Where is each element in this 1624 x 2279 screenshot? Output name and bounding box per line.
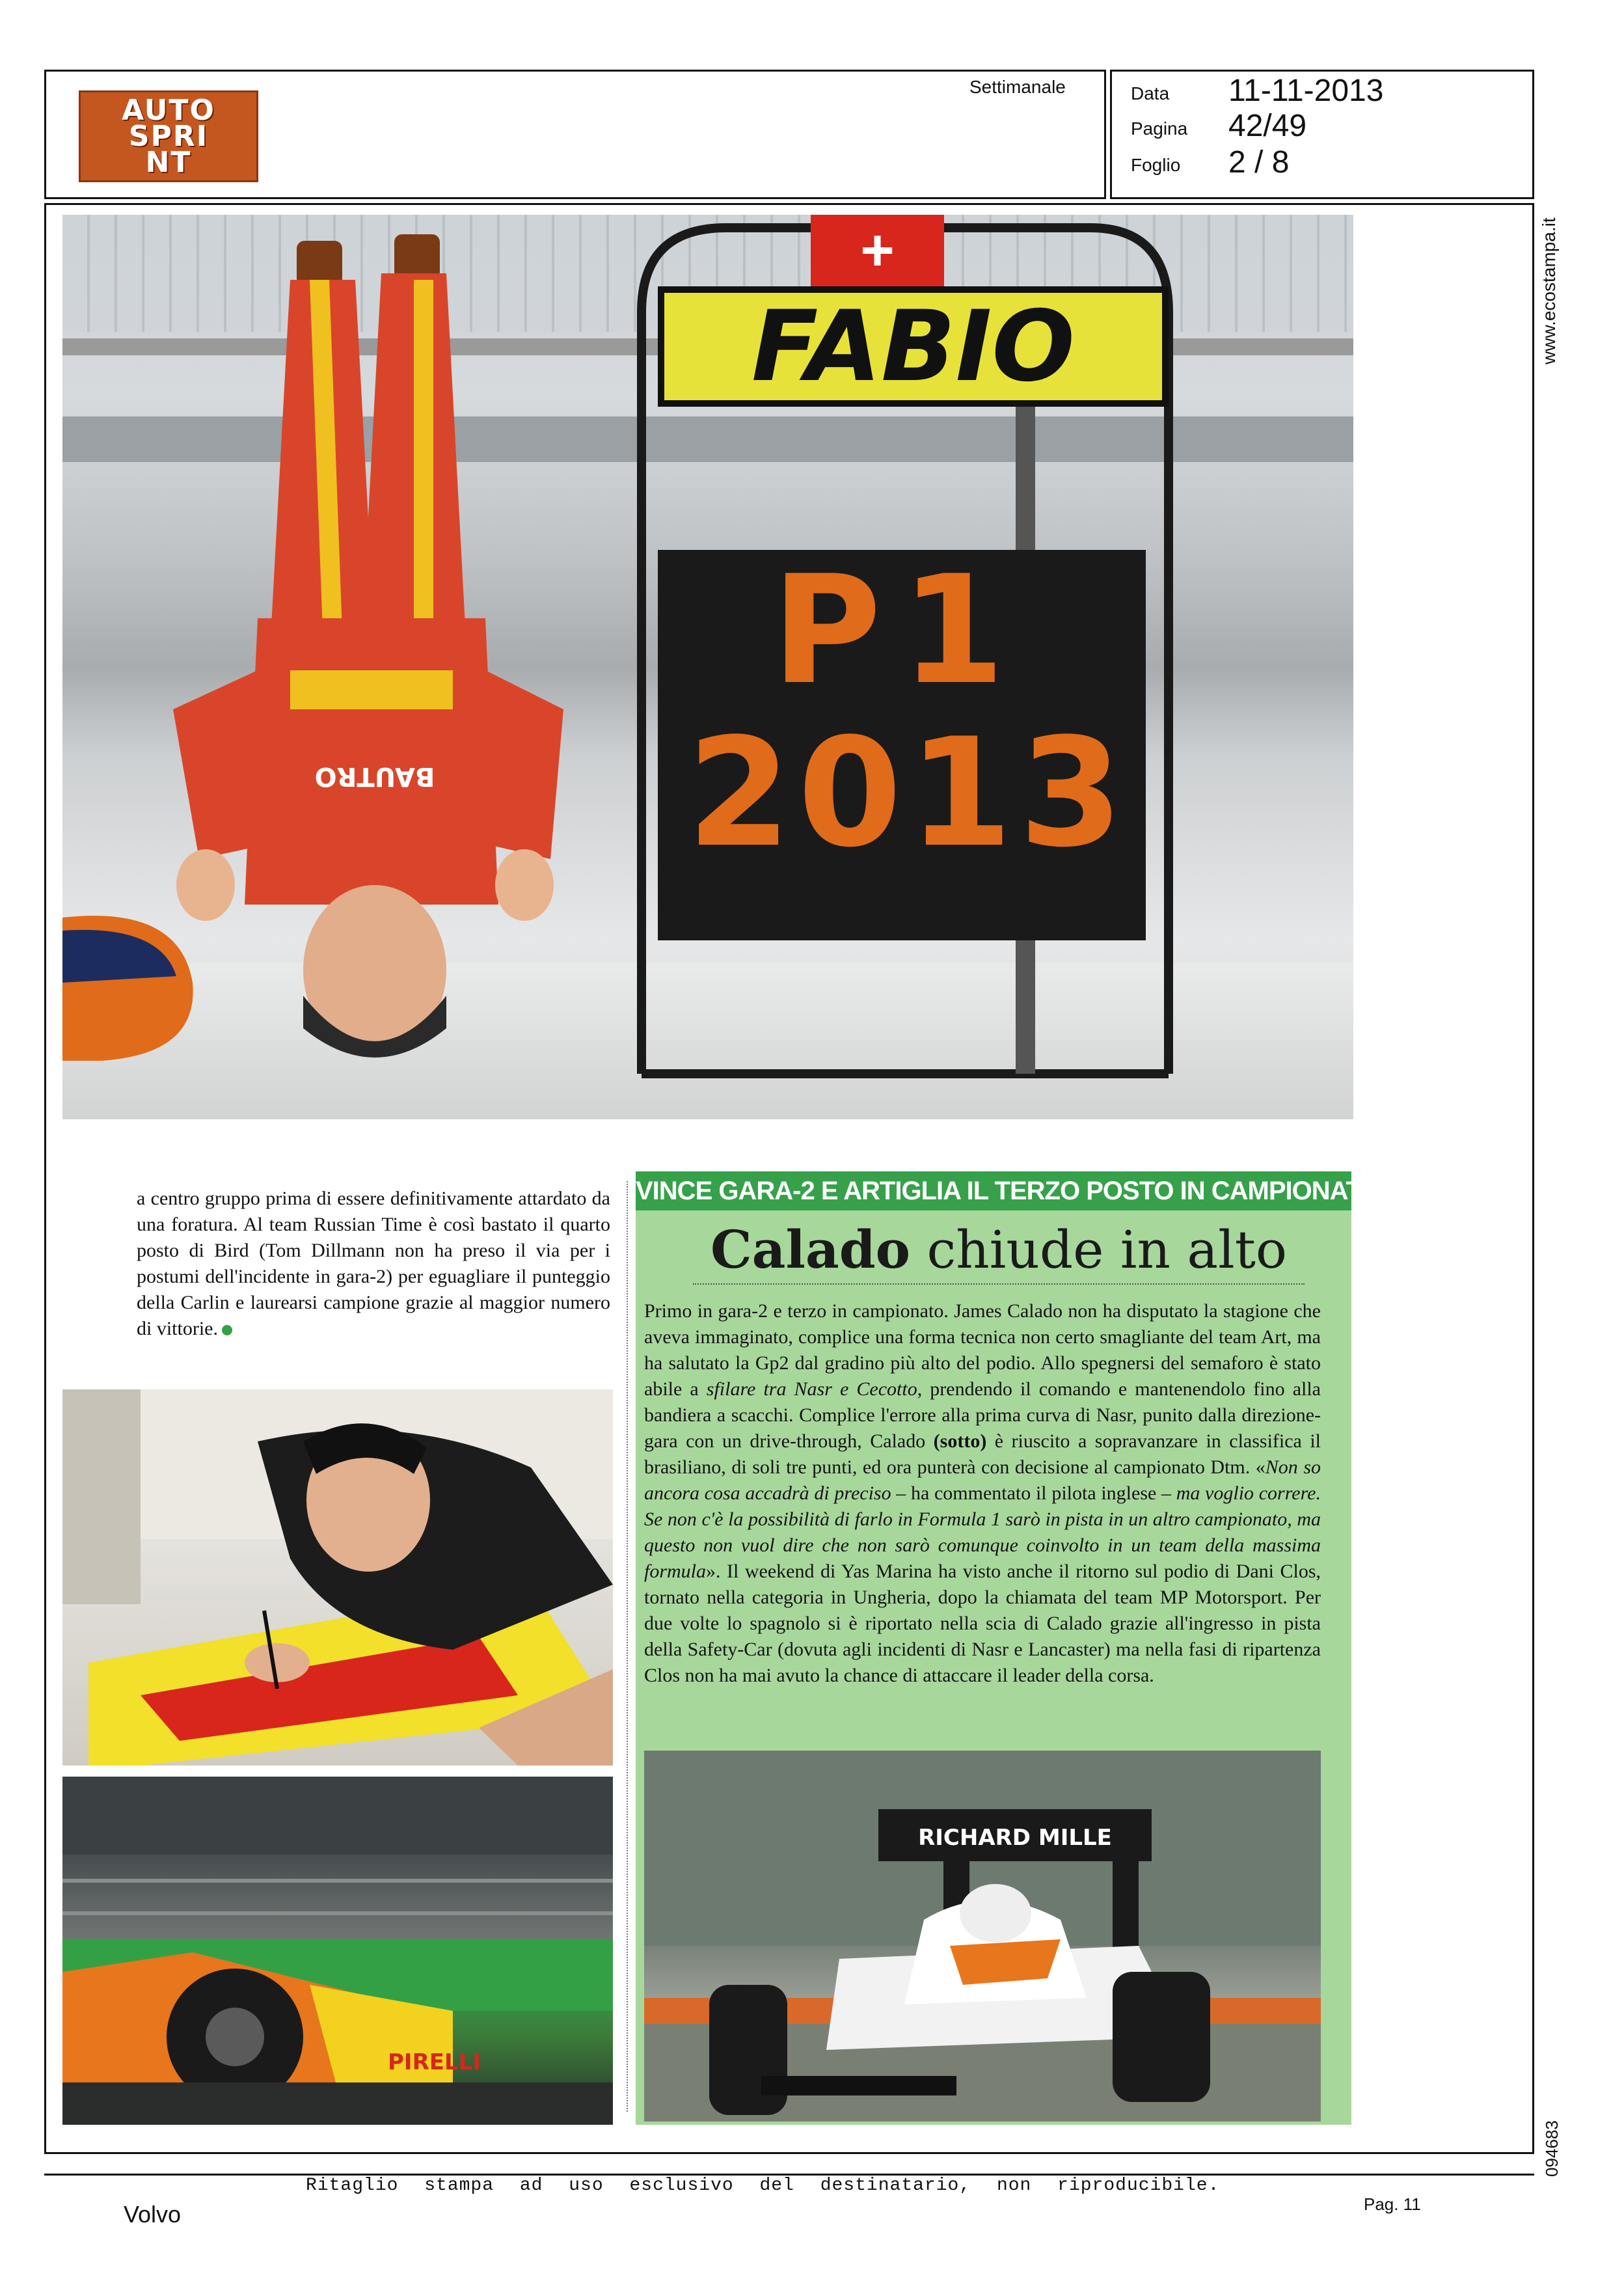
logo-line-1: AUTO: [122, 93, 215, 127]
column-divider: [627, 1181, 628, 2112]
article-body-italic-3: ma voglio correre. Se non c'è la possibilità di farlo in Formula 1 sarò in pista in un altro campionato, ma questo non vuol dire che non sarò comunque coinvolto in un team della massima formula: [644, 1482, 1321, 1582]
meta-label-data: Data: [1131, 83, 1170, 103]
car-left-sponsor: PIRELLI: [388, 2049, 481, 2075]
car-right-sponsor: RICHARD MILLE: [918, 1825, 1112, 1851]
meta-value-foglio: 2 / 8: [1228, 145, 1290, 180]
helmet-illustration: [62, 905, 212, 1067]
website-label: www.ecostampa.it: [1539, 217, 1559, 364]
article-body-italic-2: Non so ancora cosa accadrà di preciso: [644, 1456, 1321, 1504]
autosprint-logo: [79, 90, 258, 182]
footer-page-number: Pag. 11: [1364, 2194, 1421, 2214]
swiss-flag: [811, 215, 944, 286]
photo-signing-banner: [62, 1389, 613, 1766]
board-position: P1: [772, 544, 1025, 718]
article-body-part-3: è riuscito a sopravanzare in classifica il brasiliano, di soli tre punti, ed ora punterà con decisione al campionato Dtm. «: [644, 1430, 1321, 1478]
flag-cross: +: [860, 217, 895, 283]
article-body-part-1: Primo in gara-2 e terzo in campionato. James Calado non ha disputato la stagione che aveva immaginato, complice una forma tecnica non certo smagliante del team Art, ma ha salutato la Gp2 dal gradino più alto del podio. Allo spegnersi del semaforo è stato abile a: [644, 1300, 1321, 1400]
clipping-code: 094683: [1542, 2120, 1562, 2177]
meta-label-pagina: Pagina: [1131, 118, 1188, 139]
reproduction-notice: Ritaglio stampa ad uso esclusivo del destinatario, non riproducibile.: [306, 2176, 1220, 2196]
article-kicker: VINCE GARA-2 E ARTIGLIA IL TERZO POSTO IN CAMPIONATO: [636, 1171, 1351, 1210]
article-title: [690, 1217, 1308, 1283]
left-column-paragraph: a centro gruppo prima di essere definitivamente attardato da una foratura. Al team Russian Time è così bastato il quarto posto di Bird (Tom Dillmann non ha preso il via per i postumi dell'incidente in gara-2) per eguagliare il punteggio della Carlin e laurearsi campione grazie al maggior numero di vittorie.: [137, 1188, 610, 1339]
footer-client: Volvo: [124, 2201, 182, 2228]
svg-text:BAUTRO: BAUTRO: [314, 761, 435, 791]
driver-hanging-illustration: [160, 215, 563, 1087]
article-body-bold-sotto: (sotto): [933, 1430, 987, 1452]
article-title-rest: chiude in alto: [910, 1220, 1287, 1280]
board-year: 2013: [687, 707, 1130, 880]
left-column-text: [137, 1186, 610, 1342]
publication-frequency: Settimanale: [969, 77, 1066, 97]
end-bullet-icon: [222, 1325, 232, 1335]
logo-line-2: SPRI: [128, 119, 209, 153]
car-left-illustration: [62, 1777, 613, 2125]
board-driver-name: FABIO: [658, 286, 1169, 407]
main-photo: [62, 215, 1353, 1119]
meta-value-data: 11-11-2013: [1228, 74, 1384, 108]
photo-car-left: [62, 1777, 613, 2125]
article-body-part-5: ». Il weekend di Yas Marina ha visto anche il ritorno sul podio di Dani Clos, tornato nella categoria in Ungheria, dopo la chiamata del team MP Motorsport. Per due volte lo spagnolo si è riportato nella scia di Calado grazie all'ingresso in pista della Safety-Car (dovuta agli incidenti di Nasr e Lancaster) ma nella fasi di ripartenza Clos non ha mai avuto la chance di attaccare il leader della corsa.: [644, 1561, 1321, 1686]
article-body-part-2: , prendendo il comando e mantenendolo fino alla bandiera a scacchi. Complice l'errore alla prima curva di Nasr, punito dalla direzione-gara con un drive-through, Calado: [644, 1378, 1321, 1452]
logo-line-3: NT: [145, 145, 192, 179]
meta-label-foglio: Foglio: [1131, 155, 1181, 175]
car-right-illustration: [644, 1751, 1321, 2122]
title-rule: [693, 1283, 1305, 1285]
photo-car-right: [644, 1751, 1321, 2122]
article-body-part-4: – ha commentato il pilota inglese –: [891, 1482, 1176, 1504]
signing-illustration: [62, 1389, 613, 1766]
article-title-bold: Calado: [710, 1219, 911, 1280]
meta-value-pagina: 42/49: [1228, 109, 1307, 143]
article-body: [644, 1298, 1321, 1689]
article-body-italic-1: sfilare tra Nasr e Cecotto: [706, 1378, 917, 1400]
